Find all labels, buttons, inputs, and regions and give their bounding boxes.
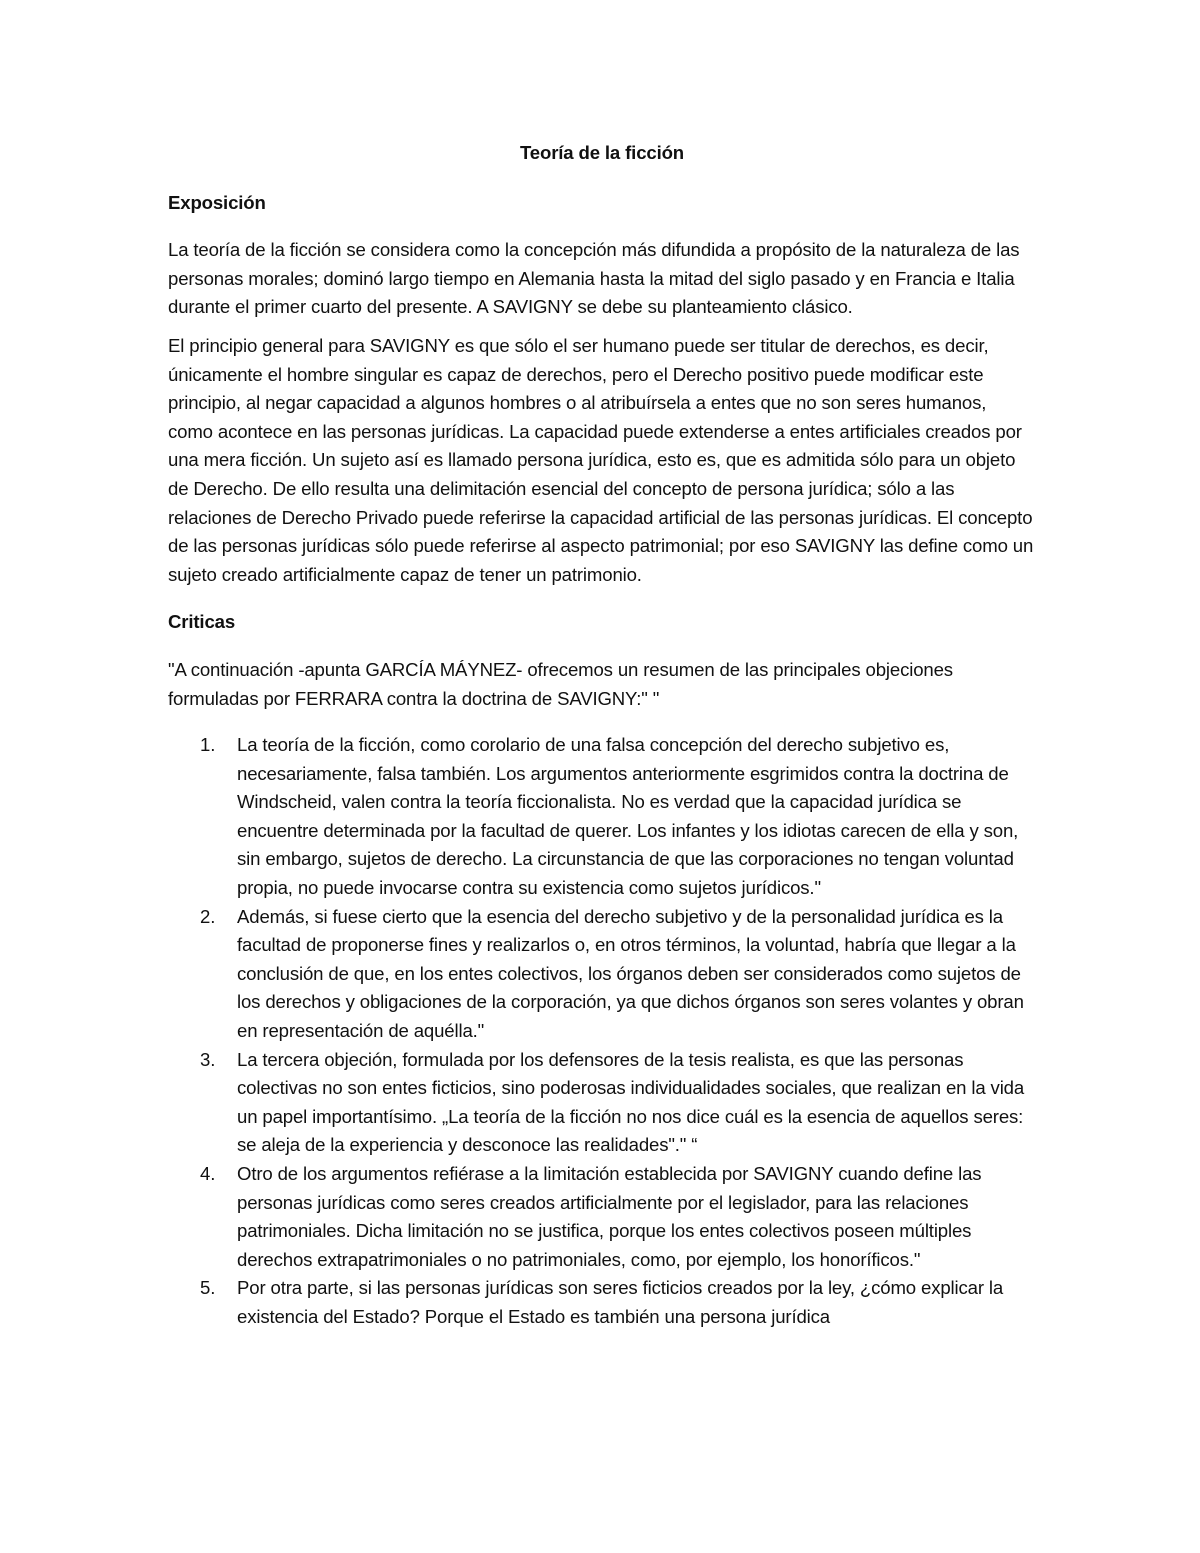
exposition-paragraph-2: El principio general para SAVIGNY es que sólo el ser humano puede ser titular de derechos, es decir, únicamente el hombre singular es capaz de derechos, pero el Derecho positivo puede modificar este principio, al negar capacidad a algunos hombres o al atribuírsela a entes que no son seres humanos, como acontece en las personas jurídicas. La capacidad puede extenderse a entes artificiales creados por una mera ficción. Un sujeto así es llamado persona jurídica, esto es, que es admitida sólo para un objeto de Derecho. De ello resulta una delimitación esencial del concepto de persona jurídica; sólo a las relaciones de Derecho Privado puede referirse la capacidad artificial de las personas jurídicas. El concepto de las personas jurídicas sólo puede referirse al aspecto patrimonial; por eso SAVIGNY las define como un sujeto creado artificialmente capaz de tener un patrimonio. bbox=[168, 334, 1034, 585]
list-number: 2. bbox=[200, 905, 216, 927]
objection-text: La teoría de la ficción, como corolario de una falsa concepción del derecho subjetivo es, necesariamente, falsa también. Los argumentos anteriormente esgrimidos contra la doctrina de Windscheid, valen contra la teoría ficcionalista. No es verdad que la capacidad jurídica se encuentre determinada por la facultad de querer. Los infantes y los idiotas carecen de ella y son, sin embargo, sujetos de derecho. La circunstancia de que las corporaciones no tengan voluntad propia, no puede invocarse contra su existencia como sujetos jurídicos." bbox=[237, 734, 1019, 899]
list-number: 5. bbox=[200, 1277, 216, 1299]
objection-text: Por otra parte, si las personas jurídicas son seres ficticios creados por la ley, ¿cómo explicar la existencia del Estado? Porque el Estado es también una persona jurídica bbox=[237, 1277, 1004, 1327]
objection-item-5 bbox=[168, 1274, 1036, 1331]
objection-item-1 bbox=[168, 731, 1036, 903]
objection-text: Además, si fuese cierto que la esencia del derecho subjetivo y de la personalidad jurídica es la facultad de proponerse fines y realizarlos o, en otros términos, la voluntad, habría que llegar a la conclusión de que, en los entes colectivos, los órganos deben ser considerados como sujetos de los derechos y obligaciones de la corporación, ya que dichos órganos son seres volantes y obran en representación de aquélla." bbox=[237, 905, 1024, 1042]
list-number: 3. bbox=[200, 1048, 216, 1070]
list-number: 1. bbox=[200, 734, 216, 756]
document-title: Teoría de la ficción bbox=[519, 142, 685, 163]
list-number: 4. bbox=[200, 1163, 216, 1184]
objection-item-4 bbox=[168, 1160, 1036, 1274]
objection-item-2 bbox=[168, 903, 1036, 1046]
section-heading-criticism: Criticas bbox=[168, 611, 236, 633]
exposition-paragraph-1: La teoría de la ficción se considera como la concepción más difundida a propósito de la naturaleza de las personas morales; dominó largo tiempo en Alemania hasta la mitad del siglo pasado y en Francia e Italia durante el primer cuarto del presente. A SAVIGNY se debe su planteamiento clásico. bbox=[168, 239, 1020, 318]
objection-item-3 bbox=[168, 1046, 1036, 1160]
criticism-intro-quote: "A continuación -apunta GARCÍA MÁYNEZ- ofrecemos un resumen de las principales objeciones formuladas por FERRARA contra la doctrina de SAVIGNY:" " bbox=[168, 658, 953, 709]
objection-text: La tercera objeción, formulada por los defensores de la tesis realista, es que las personas colectivas no son entes ficticios, sino poderosas individualidades sociales, que realizan en la vida un papel importantísimo. „La teoría de la ficción no nos dice cuál es la esencia de aquellos seres: se aleja de la experiencia y desconoce las realidades"." “ bbox=[237, 1048, 1025, 1156]
objections-list bbox=[168, 731, 1036, 1331]
document-body bbox=[168, 139, 1036, 1332]
objection-text: Otro de los argumentos refiérase a la limitación establecida por SAVIGNY cuando define las personas jurídicas como seres creados artificialmente por el legislador, para las relaciones patrimoniales. Dicha limitación no se justifica, porque los entes colectivos poseen múltiples derechos extrapatrimoniales o no patrimoniales, como, por ejemplo, los honoríficos." bbox=[237, 1163, 982, 1270]
section-heading-exposition: Exposición bbox=[168, 191, 266, 213]
